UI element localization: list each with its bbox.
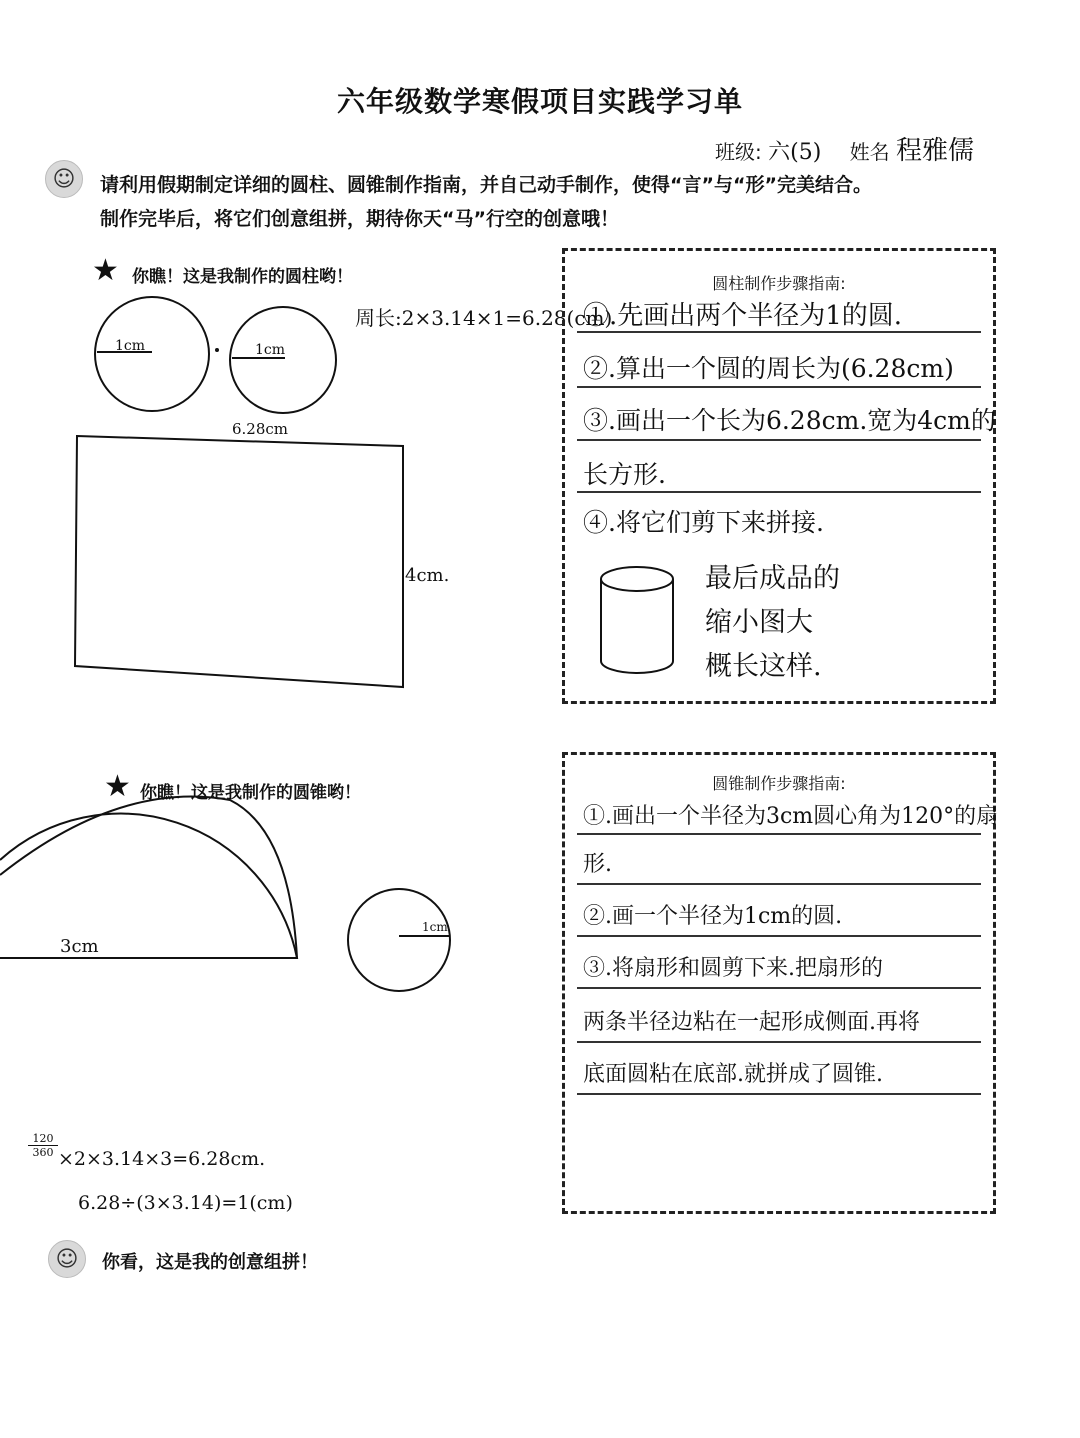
separator-dot (215, 348, 219, 352)
cone-circle-radius-label: 1cm (422, 920, 448, 934)
cone-sector (0, 814, 297, 958)
cone-step-1: ①.画出一个半径为3cm圆心角为120°的扇 (583, 804, 999, 829)
instructions-line-2: 制作完毕后，将它们创意组拼，期待你天“马”行空的创意哦！ (100, 208, 619, 230)
final-note-line-1: 最后成品的 (705, 563, 840, 594)
cone-step-3-cont-1: 两条半径边粘在一起形成侧面.再将 (583, 1010, 920, 1035)
class-value: 六(5) (768, 140, 822, 165)
instructions-line-1: 请利用假期制定详细的圆柱、圆锥制作指南，并自己动手制作，使得“言”与“形”完美结合。 (100, 174, 872, 196)
circumference-calc: 周长:2×3.14×1=6.28(cm) (355, 306, 613, 330)
base-circle-2 (230, 307, 336, 413)
cylinder-step-4: ④.将它们剪下来拼接. (583, 508, 824, 537)
smiley-face-icon: ☺ (45, 160, 83, 198)
finished-cylinder-sketch (595, 561, 685, 681)
circle1-radius-label: 1cm (115, 338, 146, 354)
final-note-line-2: 缩小图大 (705, 607, 813, 638)
star-icon: ★ (104, 769, 131, 804)
cylinder-step-3-cont: 长方形. (583, 460, 666, 489)
cylinder-guide-box (562, 248, 996, 704)
class-label: 班级: (715, 140, 762, 164)
rect-length-label: 6.28cm (232, 420, 289, 438)
cylinder-step-2: ②.算出一个圆的周长为(6.28cm) (583, 354, 954, 383)
circle2-radius-label: 1cm (255, 342, 286, 358)
cylinder-step-3: ③.画出一个长为6.28cm.宽为4cm的 (583, 406, 996, 435)
cylinder-guide-title: 圆柱制作步骤指南: (712, 274, 846, 293)
cone-guide-box (562, 752, 999, 1214)
cone-step-2: ②.画一个半径为1cm的圆. (583, 904, 843, 929)
cone-calc-line-1: ×2×3.14×3=6.28cm. (58, 1148, 266, 1170)
smiley-face-icon: ☺ (48, 1240, 86, 1278)
side-rectangle (75, 436, 403, 687)
cylinder-step-1: ①.先画出两个半径为1的圆. (583, 301, 903, 331)
name-label: 姓名 (849, 140, 890, 164)
calc-fraction-denominator: 360 (28, 1145, 58, 1159)
cone-step-1-cont: 形. (583, 852, 612, 877)
cone-calc-line-2: 6.28÷(3×3.14)=1(cm) (78, 1192, 293, 1214)
calc-fraction (28, 1132, 58, 1159)
cylinder-heading: 你瞧！这是我制作的圆柱哟！ (132, 267, 353, 287)
final-note-line-3: 概长这样. (705, 651, 822, 682)
sector-arc (0, 797, 297, 958)
final-note (705, 557, 840, 689)
cone-heading: 你瞧！这是我制作的圆锥哟！ (140, 783, 361, 803)
creative-assembly-heading: 你看，这是我的创意组拼！ (102, 1252, 318, 1273)
calc-fraction-numerator: 120 (32, 1132, 54, 1145)
star-icon: ★ (92, 253, 119, 288)
name-value: 程雅儒 (896, 136, 975, 166)
base-circle-1 (95, 297, 209, 411)
page-title: 六年级数学寒假项目实践学习单 (336, 85, 743, 118)
cone-step-3-cont-2: 底面圆粘在底部.就拼成了圆锥. (583, 1062, 883, 1087)
cone-guide-title: 圆锥制作步骤指南: (712, 774, 846, 793)
cone-step-3: ③.将扇形和圆剪下来.把扇形的 (583, 956, 883, 981)
cone-base-circle (348, 889, 450, 991)
rect-width-label: 4cm. (405, 565, 450, 586)
sector-radius-label: 3cm (60, 936, 99, 957)
